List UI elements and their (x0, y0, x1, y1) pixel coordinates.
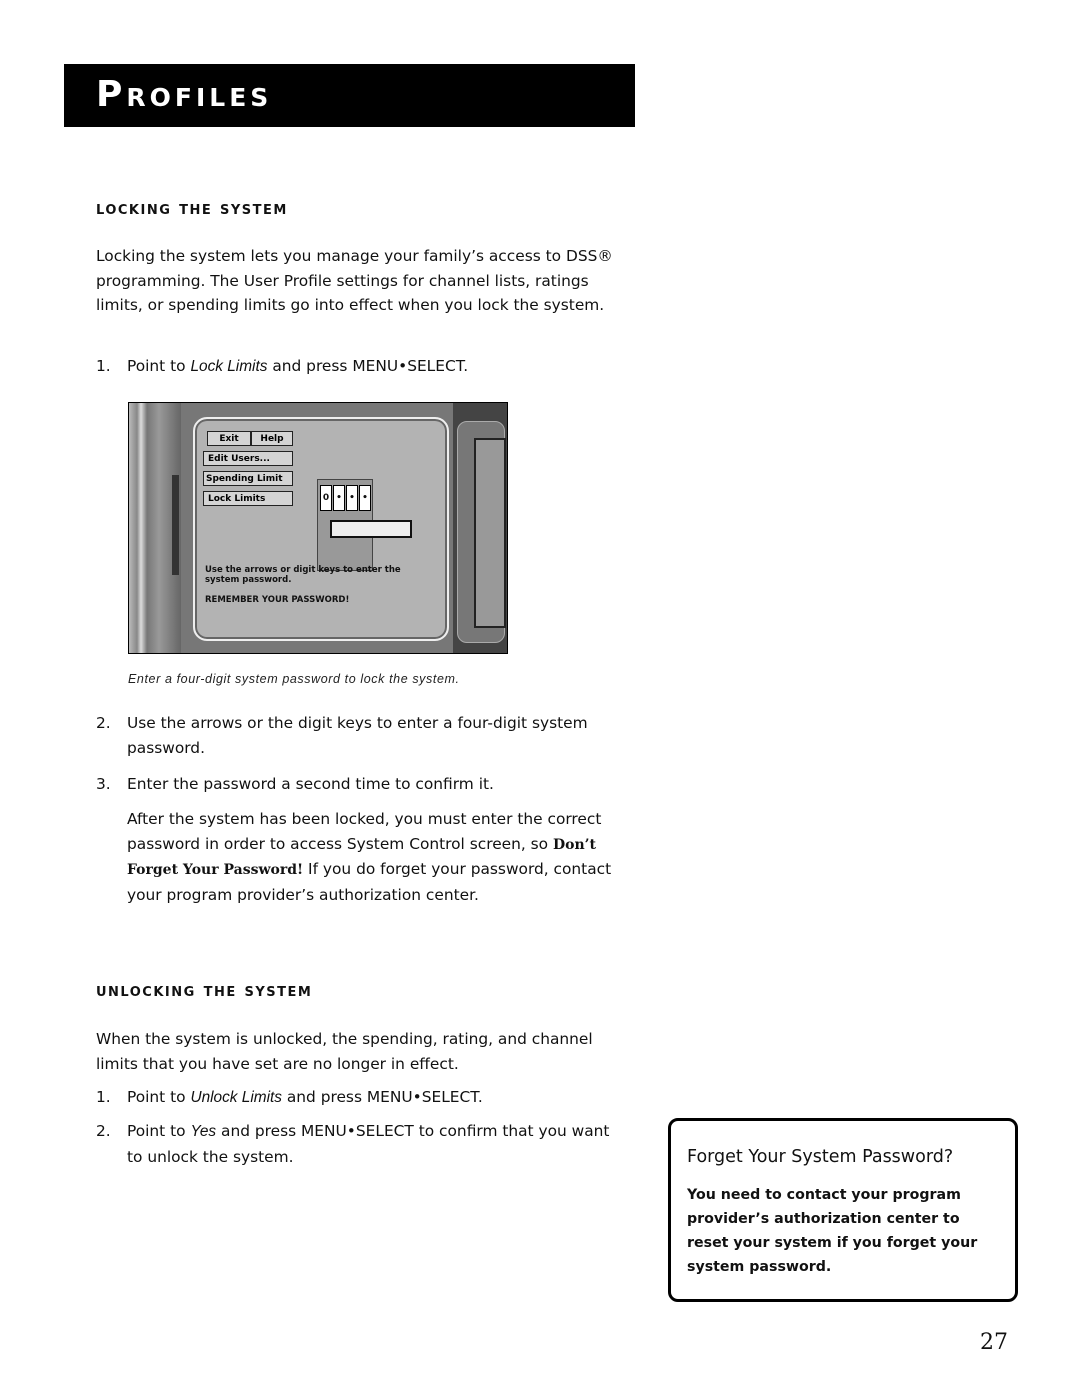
step-text (127, 1119, 617, 1169)
figure-caption: Enter a four-digit system password to lock the system. (128, 672, 460, 686)
step-text-post: and press MENU•SELECT to confirm that you want to unlock the system. (127, 1122, 610, 1166)
password-digit: • (359, 485, 371, 511)
step-text-em: Yes (190, 1123, 217, 1140)
step-number: 1. (96, 1088, 111, 1106)
header-bar (64, 64, 635, 127)
step-text-post: and press MENU•SELECT. (267, 357, 469, 375)
callout-title: Forget Your System Password? (687, 1147, 954, 1167)
spending-limit-button: Spending Limit (203, 471, 293, 486)
screen-panel (193, 417, 449, 641)
step-text (127, 354, 617, 380)
callout-body: You need to contact your program provider’s authorization center to reset your system if you forget your system password. (687, 1187, 978, 1275)
password-callout (668, 1118, 1018, 1302)
screen-right-inner (457, 421, 505, 643)
screen-instruction: Use the arrows or digit keys to enter the system password. (205, 565, 401, 585)
step-number: 2. (96, 714, 111, 732)
step-text: Enter the password a second time to confirm it. (127, 775, 494, 793)
step-text: Use the arrows or the digit keys to enter a four-digit system password. (127, 714, 588, 757)
password-digit: 0 (320, 485, 332, 511)
screen-right-window (474, 438, 506, 628)
after-text-pre: After the system has been locked, you must enter the correct password in order to access System Control screen, so (127, 810, 602, 853)
locking-intro: Locking the system lets you manage your family’s access to DSS® programming. The User Profile settings for channel lists, ratings limits, or spending limits go into effect when you lock the system. (96, 247, 613, 314)
screen-main (181, 403, 453, 653)
step-text-pre: Point to (127, 1122, 191, 1140)
help-button: Help (251, 431, 293, 446)
step-number: 1. (96, 357, 111, 375)
step-number: 3. (96, 775, 111, 793)
password-digit: • (333, 485, 345, 511)
step-text (127, 1085, 617, 1111)
exit-button: Exit (207, 431, 251, 446)
locking-heading: locking the system (96, 198, 288, 219)
lock-limits-button: Lock Limits (203, 491, 293, 506)
after-text-bold: Don’t Forget Your Password! (127, 836, 596, 878)
step-text-em: Lock Limits (190, 358, 268, 375)
screen-remember: REMEMBER YOUR PASSWORD! (205, 595, 350, 605)
page-title: Profiles (96, 74, 273, 115)
step-text-post: and press MENU•SELECT. (281, 1088, 483, 1106)
step-text-em: Unlock Limits (190, 1089, 282, 1106)
password-digit-panel (317, 479, 373, 571)
page-number: 27 (980, 1330, 1008, 1355)
step-text-pre: Point to (127, 357, 191, 375)
step-text-pre: Point to (127, 1088, 191, 1106)
after-text-post: If you do forget your password, contact your program provider’s authorization center. (127, 860, 612, 904)
unlocking-intro: When the system is unlocked, the spending, rating, and channel limits that you have set are no longer in effect. (96, 1030, 593, 1073)
step-number: 2. (96, 1122, 111, 1140)
lock-limits-screenshot (128, 402, 508, 654)
edit-users-button: Edit Users... (203, 451, 293, 466)
unlocking-heading: unlocking the system (96, 980, 313, 1001)
screen-left-handle (172, 475, 179, 575)
after-text (127, 807, 617, 907)
password-digit: • (346, 485, 358, 511)
password-slot (330, 520, 412, 538)
screen-right-frame (453, 403, 508, 653)
